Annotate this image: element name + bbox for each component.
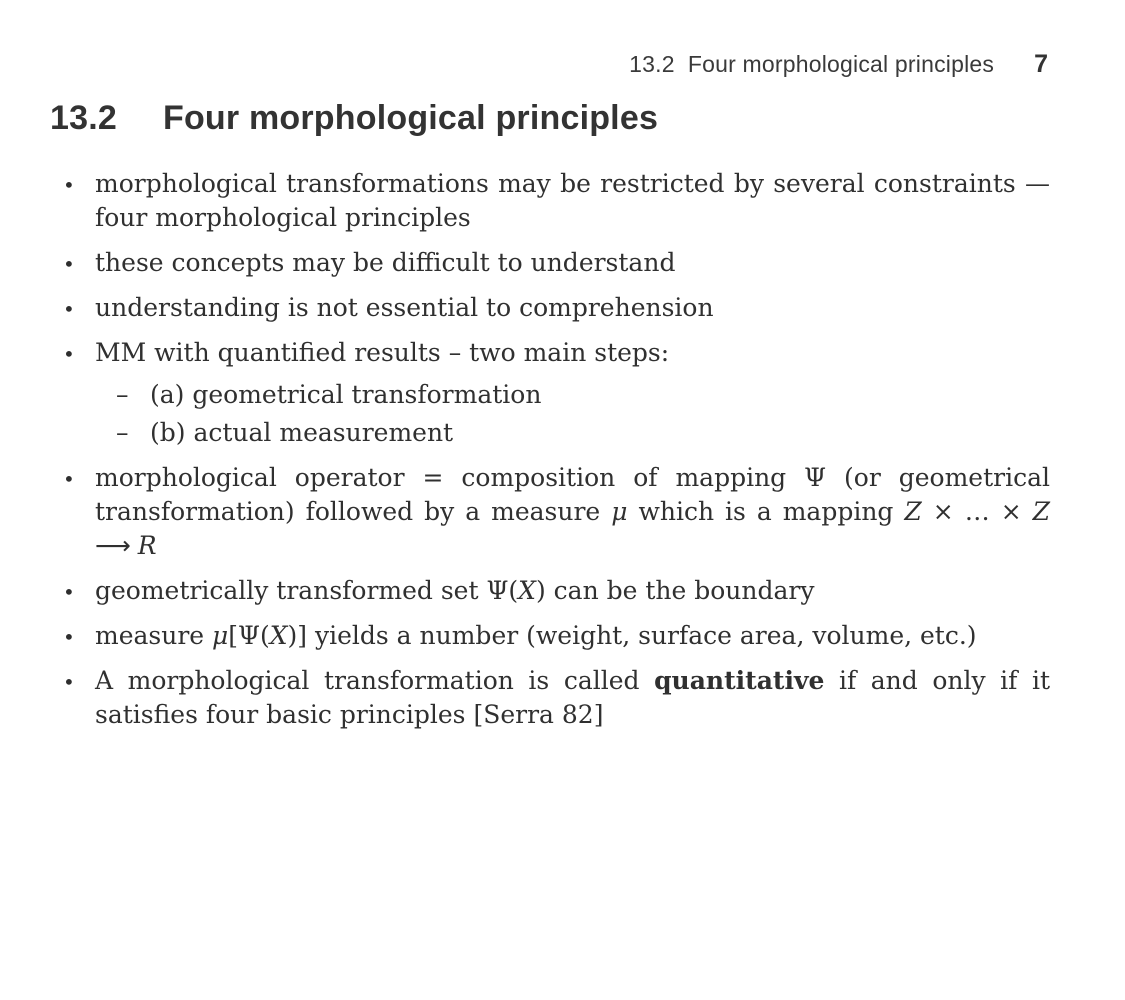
dash-icon: – (116, 380, 129, 409)
text-segment: measure (95, 621, 213, 650)
list-item (0, 619, 1125, 653)
text-segment: )] yields a number (weight, surface area, volume, etc.) (287, 621, 977, 650)
running-header-title: 13.2 Four morphological principles (629, 51, 995, 77)
list-item-text (95, 291, 1050, 325)
text-segment: μ (212, 621, 229, 650)
text-segment: A morphological transformation is called (95, 666, 655, 695)
bullet-list (0, 167, 1125, 732)
text-segment: morphological transformations may be restricted by several constraints — four morphological principles (95, 169, 1050, 232)
list-item (0, 336, 1125, 450)
list-item (0, 246, 1125, 280)
text-segment: [Ψ( (228, 621, 270, 650)
list-item (0, 167, 1125, 235)
sub-list-item-text (150, 418, 453, 447)
text-segment: (a) geometrical transformation (150, 380, 542, 409)
list-item-text (95, 246, 1050, 280)
list-item (0, 664, 1125, 732)
text-segment: X (518, 576, 536, 605)
text-segment: μ (611, 497, 628, 526)
list-item (0, 574, 1125, 608)
text-segment: understanding is not essential to comprehension (95, 293, 714, 322)
text-segment: ) can be the boundary (535, 576, 815, 605)
list-item-text (95, 574, 1050, 608)
bullet-icon: • (63, 670, 75, 694)
bullet-icon: • (63, 467, 75, 491)
bullet-icon: • (63, 297, 75, 321)
list-item-text (95, 461, 1050, 563)
bullet-icon: • (63, 625, 75, 649)
running-header (0, 0, 1125, 79)
text-segment (130, 531, 138, 560)
text-segment: morphological operator = composition of mapping Ψ (or geometrical transformation) followed by a measure (95, 463, 1050, 526)
sub-list-item-text (150, 380, 541, 409)
text-segment: (b) actual measurement (150, 418, 454, 447)
text-segment: R (137, 531, 157, 560)
list-item-text (95, 336, 1050, 370)
section-heading (50, 99, 1125, 137)
bullet-icon: • (63, 342, 75, 366)
bullet-icon: • (63, 173, 75, 197)
text-segment: Z (1032, 497, 1050, 526)
sub-list-item (95, 378, 1050, 412)
text-segment: X (269, 621, 288, 650)
section-title: Four morphological principles (162, 99, 659, 137)
list-item (0, 291, 1125, 325)
list-item-text (95, 619, 1050, 653)
text-segment: geometrically transformed set Ψ( (95, 576, 519, 605)
text-segment: ⟶ (95, 531, 130, 560)
list-item-text (95, 664, 1050, 732)
text-segment: quantitative (654, 666, 825, 695)
list-item (0, 461, 1125, 563)
section-number: 13.2 (50, 99, 117, 137)
text-segment: which is a mapping (627, 497, 905, 526)
text-segment: × … × (921, 497, 1033, 526)
sub-list (95, 378, 1050, 450)
text-segment: MM with quantified results – two main steps: (95, 338, 670, 367)
sub-list-item (95, 416, 1050, 450)
text-segment: if and only if it satisfies four basic principles [Serra 82] (95, 666, 1050, 729)
list-item-text (95, 167, 1050, 235)
bullet-icon: • (63, 252, 75, 276)
dash-icon: – (116, 418, 129, 447)
text-segment: these concepts may be difficult to understand (95, 248, 676, 277)
text-segment: Z (904, 497, 922, 526)
page-number: 7 (1034, 50, 1048, 78)
bullet-icon: • (63, 580, 75, 604)
